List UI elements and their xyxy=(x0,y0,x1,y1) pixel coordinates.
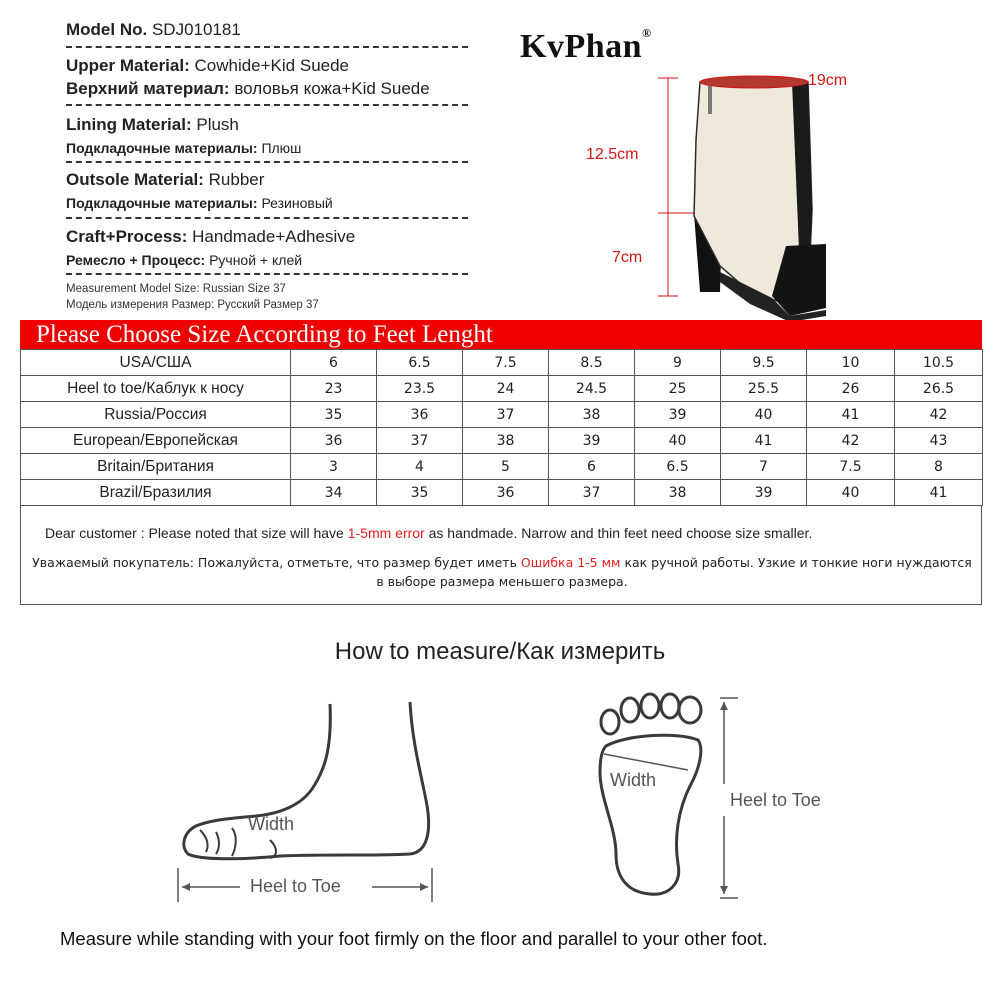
divider xyxy=(66,273,468,275)
size-cell: 23 xyxy=(291,376,377,402)
sole-diagram xyxy=(578,688,738,908)
size-cell: 41 xyxy=(895,480,983,506)
size-cell: 8 xyxy=(895,454,983,480)
size-cell: 36 xyxy=(291,428,377,454)
sole-width-label: Width xyxy=(610,770,657,790)
size-cell: 39 xyxy=(721,480,807,506)
size-cell: 38 xyxy=(549,402,635,428)
table-row xyxy=(21,454,983,480)
table-row xyxy=(21,480,983,506)
size-cell: 34 xyxy=(291,480,377,506)
heel-dimension: 7cm xyxy=(612,249,643,266)
measurement-model-size: Measurement Model Size: Russian Size 37 xyxy=(66,283,286,295)
outsole-material: Outsole Material: Rubber xyxy=(66,170,265,189)
size-cell: 35 xyxy=(377,480,463,506)
size-cell: 6 xyxy=(291,350,377,376)
size-cell: 40 xyxy=(635,428,721,454)
row-label: USA/СШA xyxy=(21,350,291,376)
size-cell: 26.5 xyxy=(895,376,983,402)
measurement-model-size-ru: Модель измерения Размер: Русский Размер 37 xyxy=(66,299,319,311)
upper-material-ru: Верхний материал: воловья кожа+Kid Suede xyxy=(66,79,430,98)
outsole-material-ru: Подкладочные материалы: Резиновый xyxy=(66,195,333,211)
size-cell: 7 xyxy=(721,454,807,480)
size-cell: 40 xyxy=(807,480,895,506)
size-cell: 41 xyxy=(721,428,807,454)
size-cell: 6.5 xyxy=(377,350,463,376)
row-label: European/Европейская xyxy=(21,428,291,454)
notice-russian: Уважаемый покупатель: Пожалуйста, отметьте, что размер будет иметь Ошибка 1-5 мм как ручной работы. Узкие и тонкие ноги нуждаются в выборе размера меньшего размера. xyxy=(32,555,972,589)
sole-length-label: Heel to Toe xyxy=(730,790,821,810)
size-cell: 9 xyxy=(635,350,721,376)
opening-dimension: 19cm xyxy=(808,72,848,89)
craft-process: Craft+Process: Handmade+Adhesive xyxy=(66,227,356,246)
size-cell: 36 xyxy=(463,480,549,506)
row-label: Heel to toe/Каблук к носу xyxy=(21,376,291,402)
notice-english: Dear customer : Please noted that size will have 1-5mm error as handmade. Narrow and thin feet need choose size smaller. xyxy=(45,525,813,541)
row-label: Brazil/Бразилия xyxy=(21,480,291,506)
size-cell: 25 xyxy=(635,376,721,402)
size-cell: 35 xyxy=(291,402,377,428)
size-cell: 43 xyxy=(895,428,983,454)
size-cell: 42 xyxy=(807,428,895,454)
divider xyxy=(66,46,468,48)
size-cell: 4 xyxy=(377,454,463,480)
size-cell: 10.5 xyxy=(895,350,983,376)
size-cell: 40 xyxy=(721,402,807,428)
size-cell: 7.5 xyxy=(807,454,895,480)
size-cell: 39 xyxy=(635,402,721,428)
divider xyxy=(66,161,468,163)
size-cell: 6.5 xyxy=(635,454,721,480)
size-cell: 37 xyxy=(377,428,463,454)
upper-material: Upper Material: Cowhide+Kid Suede xyxy=(66,56,350,75)
size-cell: 26 xyxy=(807,376,895,402)
size-banner: Please Choose Size According to Feet Lenght xyxy=(20,320,982,349)
size-cell: 8.5 xyxy=(549,350,635,376)
size-cell: 36 xyxy=(377,402,463,428)
measure-instruction: Measure while standing with your foot firmly on the floor and parallel to your other foot. xyxy=(60,928,768,949)
size-cell: 39 xyxy=(549,428,635,454)
side-length-label: Heel to Toe xyxy=(250,876,341,896)
row-label: Britain/Британия xyxy=(21,454,291,480)
lining-material-ru: Подкладочные материалы: Плюш xyxy=(66,140,302,156)
side-width-label: Width xyxy=(248,814,295,834)
table-row xyxy=(21,350,983,376)
size-cell: 38 xyxy=(463,428,549,454)
divider xyxy=(66,217,468,219)
craft-process-ru: Ремесло + Процесс: Ручной + клей xyxy=(66,252,303,268)
size-cell: 23.5 xyxy=(377,376,463,402)
row-label: Russia/Россия xyxy=(21,402,291,428)
size-cell: 25.5 xyxy=(721,376,807,402)
size-cell: 3 xyxy=(291,454,377,480)
howto-title: How to measure/Как измерить xyxy=(334,638,666,665)
lining-material: Lining Material: Plush xyxy=(66,115,239,134)
size-cell: 37 xyxy=(463,402,549,428)
size-cell: 10 xyxy=(807,350,895,376)
size-cell: 41 xyxy=(807,402,895,428)
shaft-dimension: 12.5cm xyxy=(586,146,639,163)
size-cell: 9.5 xyxy=(721,350,807,376)
size-cell: 24 xyxy=(463,376,549,402)
size-table xyxy=(20,349,983,506)
size-cell: 24.5 xyxy=(549,376,635,402)
table-row xyxy=(21,428,983,454)
size-cell: 38 xyxy=(635,480,721,506)
divider xyxy=(66,104,468,106)
notice-box xyxy=(20,505,982,605)
brand-logo: KvPhan® xyxy=(520,26,652,65)
size-cell: 6 xyxy=(549,454,635,480)
table-row xyxy=(21,376,983,402)
table-row xyxy=(21,402,983,428)
boot-image xyxy=(600,60,840,320)
size-cell: 37 xyxy=(549,480,635,506)
size-cell: 5 xyxy=(463,454,549,480)
size-cell: 7.5 xyxy=(463,350,549,376)
model-number: Model No. SDJ010181 xyxy=(66,20,241,39)
size-cell: 42 xyxy=(895,402,983,428)
